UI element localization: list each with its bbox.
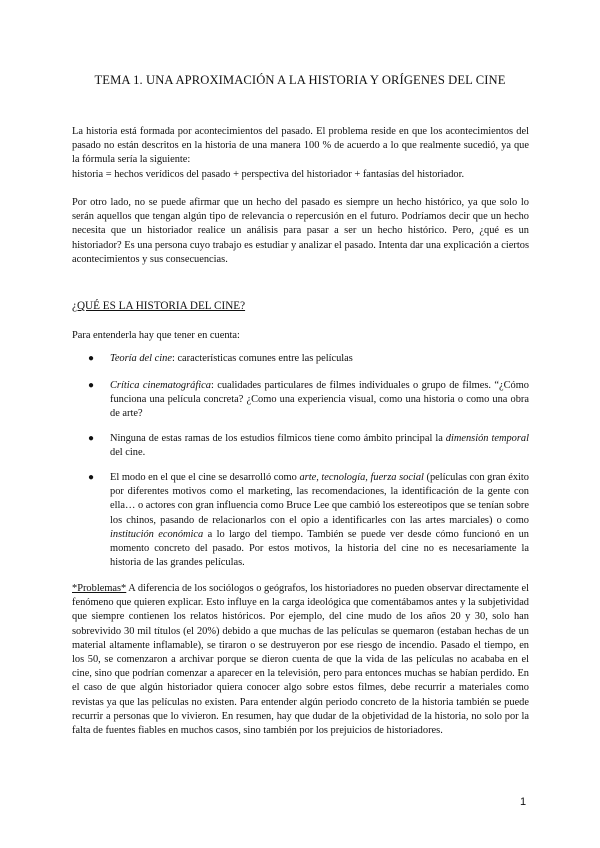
term-criticism: Crítica cinematográfica	[110, 380, 211, 391]
bullet-text: del cine.	[110, 447, 146, 459]
page-title: TEMA 1. UNA APROXIMACIÓN A LA HISTORIA Y ORÍGENES DEL CINE	[94, 73, 506, 87]
bullet-item	[88, 471, 529, 570]
problems-paragraph	[72, 582, 529, 738]
term-theory: Teoría del cine	[110, 353, 172, 364]
section-heading: ¿QUÉ ES LA HISTORIA DEL CINE?	[72, 300, 246, 312]
bullet-icon: ●	[88, 380, 95, 391]
section-lead: Para entenderla hay que tener en cuenta:	[72, 330, 240, 341]
term-temporal-dimension: dimensión temporal	[445, 433, 529, 444]
term-art-technology: arte, tecnología, fuerza social	[299, 472, 424, 483]
bullet-text: Ninguna de estas ramas de los estudios fílmicos tiene como ámbito principal la	[110, 433, 446, 444]
intro-paragraph	[72, 125, 529, 182]
term-economic-institution: institución económica	[110, 528, 204, 540]
problems-text: A diferencia de los sociólogos o geógrafos, los historiadores no pueden observar directamente el fenómeno que quieren explicar. Esto influye en la carga ideológica que comentábamos antes y la subjetividad que siempre contienen los relatos históricos. Por ejemplo, del cine mudo de los años 20 y 30, solo han sobrevivido 30 mil títulos (el 20%) debido a que muchas de las películas se quemaron (estaban hechas de un material altamente inflamable), se tiraron o se destruyeron por ese riesgo de incendio. Pasado el tiempo, en los 50, se comenzaron a archivar porque se dieron cuenta de que la vida de las películas no acababa en el cine, sino que podrían comenzar a aparecer en la televisión, pero para entonces muchas se habían perdido. En el caso de que algún historiador quiera conocer algo sobre estos filmes, debe recurrir a materiales como revistas ya que las películas no existen. Para entender algún periodo concreto de la historia también se puede recurrir a personas que lo vivieron. En resumen, hay que dudar de la objetividad de la historia, no solo por la falta de fuentes fiables en muchos casos, sino también por los prejuicios de historiadores.	[72, 583, 529, 737]
page-number: 1	[520, 796, 527, 808]
bullet-item	[88, 379, 529, 422]
bullet-icon: ●	[88, 433, 95, 444]
history-formula: historia = hechos verídicos del pasado + perspectiva del historiador + fantasías del historiador.	[72, 168, 465, 180]
bullet-icon: ●	[88, 472, 95, 483]
bullet-text: : cualidades particulares de filmes individuales o grupo de filmes. “¿Cómo funciona una película concreta? ¿Como una experiencia visual, como una historia o como una obra de arte?	[110, 380, 529, 420]
bullet-text: El modo en el que el cine se desarrolló como	[110, 472, 300, 483]
bullet-item	[88, 352, 529, 366]
bullet-icon: ●	[88, 353, 95, 364]
bullet-text: a lo largo del tiempo. También se puede ver desde cómo funcionó en un momento concreto del pasado. Por estos motivos, la historia del cine no es necesariamente la historia de las grandes películas.	[110, 528, 529, 569]
intro-text: La historia está formada por acontecimientos del pasado. El problema reside en que los acontecimientos del pasado no están descritos en la historia de una manera 100 % de acuerdo a lo que realmente sucedió, ya que la fórmula sería la siguiente:	[72, 126, 529, 166]
problems-label: *Problemas*	[72, 583, 127, 594]
bullet-item	[88, 432, 529, 460]
bullet-text: : características comunes entre las películas	[171, 353, 353, 364]
historian-paragraph: Por otro lado, no se puede afirmar que un hecho del pasado es siempre un hecho histórico, ya que solo lo serán aquellos que tengan algún tipo de relevancia o repercusión en el futuro. Podríamos decir que un hecho necesita que un historiador realice un análisis para pasar a ser un hecho histórico. Pero, ¿qué es un historiador? Es una persona cuyo trabajo es estudiar y analizar el pasado. Intenta dar una explicación a ciertos acontecimientos y sus consecuencias.	[72, 197, 529, 265]
bullet-text: (películas con gran éxito por diferentes motivos como el marketing, las recomendaciones, la identificación de la gente con ella… o actores con gran influencia como Bruce Lee que cambió los estereotipos que se tenían sobre los chinos, pasando de relacionarlos con el opio a identificarles con las artes marciales) o como	[110, 472, 529, 526]
